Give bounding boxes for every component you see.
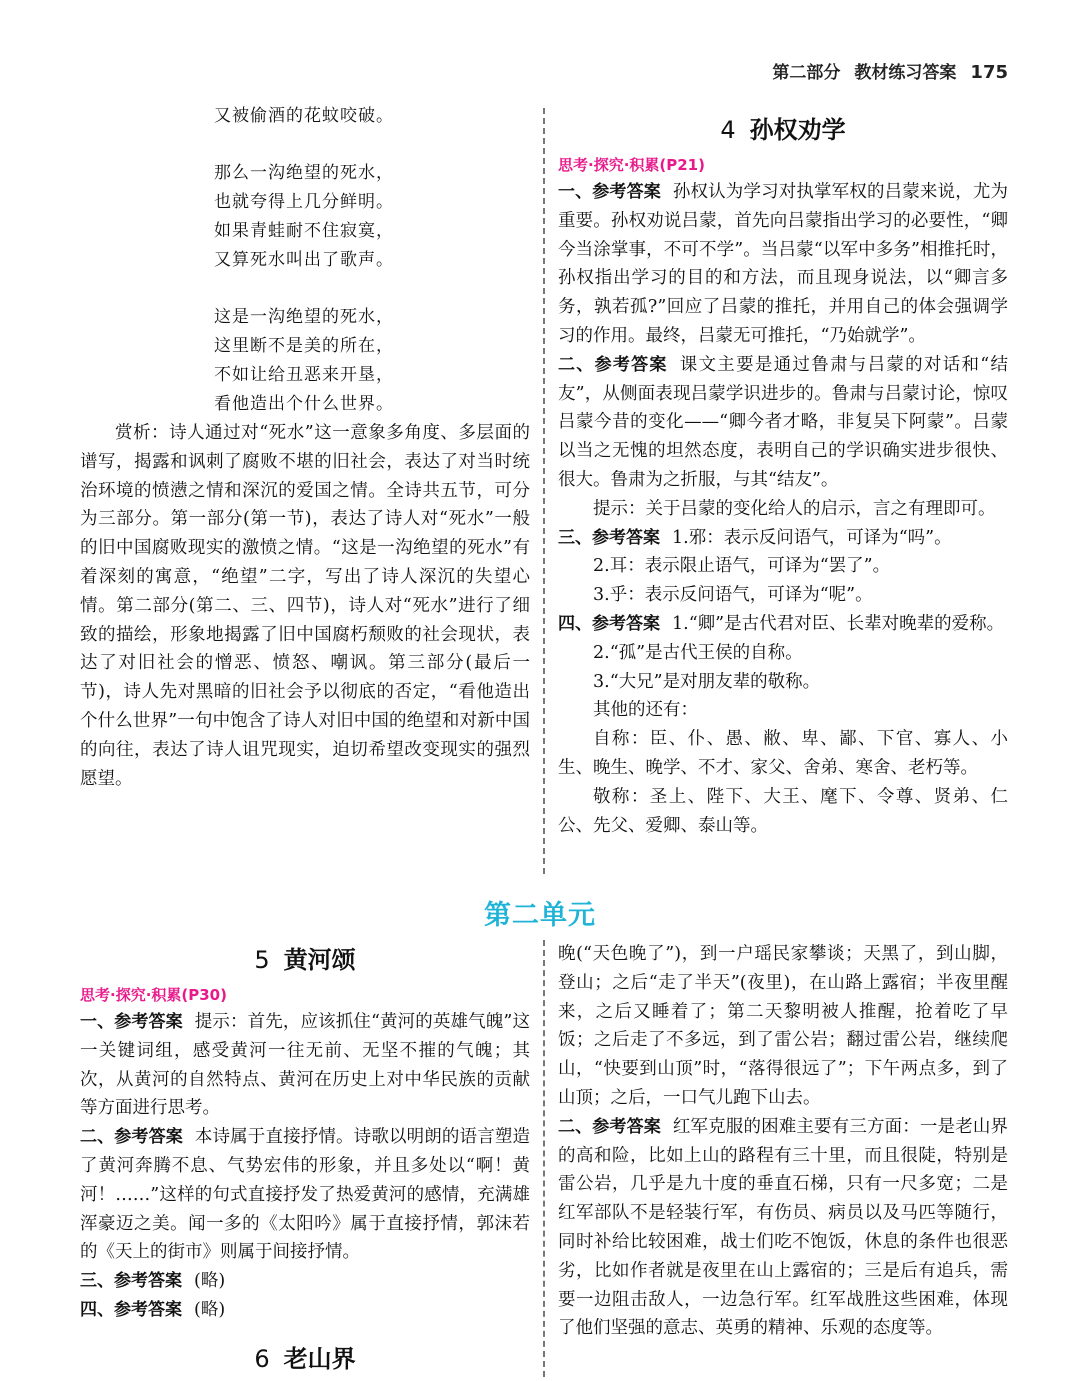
list-item: 2.“孤”是古代王侯的自称。	[593, 642, 803, 663]
list-item: 3.“大兄”是对朋友辈的敬称。	[593, 671, 821, 692]
lesson5-title-text: 黄河颂	[283, 946, 356, 974]
poem-stanza	[214, 303, 530, 419]
lesson5-answer-3	[80, 1267, 530, 1296]
answer-text: 1.“卿”是古代君对臣、长辈对晚辈的爱称。	[672, 613, 1005, 634]
poem-stanza	[214, 159, 530, 275]
answer-text: 课文主要是通过鲁肃与吕蒙的对话和“结友”，从侧面表现吕蒙学识进步的。鲁肃与吕蒙讨论，惊叹吕蒙今昔的变化——“卿今者才略，非复吴下阿蒙”。吕蒙以当之无愧的坦然态度，表明自己的学识确实进步很快、很大。鲁肃为之折服，与其“结友”。	[558, 354, 1009, 490]
lesson4-title-text: 孙权劝学	[749, 116, 846, 144]
column-divider-bottom	[543, 940, 545, 1377]
poem-line: 又被偷酒的花蚊咬破。	[214, 106, 394, 126]
answer-label: 一、参考答案	[80, 1012, 183, 1032]
lesson5-answer-2	[80, 1123, 530, 1267]
poem-line: 也就夸得上几分鲜明。	[214, 192, 394, 212]
poem-line: 这里断不是美的所在，	[214, 336, 394, 356]
answer-label: 三、参考答案	[80, 1271, 182, 1292]
lesson6-title	[80, 1339, 530, 1379]
poem-stanza	[214, 102, 530, 131]
lesson5-answer-4	[80, 1296, 530, 1325]
answer-text: 孙权认为学习对执掌军权的吕蒙来说，尤为重要。孙权劝说吕蒙，首先向吕蒙指出学习的必要性，“卿今当涂掌事，不可不学”。当吕蒙“以军中多务”相推托时，孙权指出学习的目的和方法，而且现身说法，以“卿言多务，孰若孤?”回应了吕蒙的推托，并用自己的体会强调学习的作用。最终，吕蒙无可推托，“乃始就学”。	[558, 182, 1008, 346]
page-header	[772, 58, 1008, 83]
list-item: 3.乎：表示反问语气，可译为“呢”。	[593, 585, 873, 606]
lesson5-number: 5	[254, 946, 270, 974]
lesson5-title	[80, 940, 530, 980]
lesson5-section-tag: 思考·探究·积累(P30)	[80, 986, 227, 1004]
lesson6-number: 6	[254, 1344, 270, 1373]
answer-text: 红军克服的困难主要有三方面：一是老山界的高和险，比如上山的路程有三十里，而且很陡，特别是雷公岩，几乎是九十度的垂直石梯，只有一尺多宽；二是红军部队不是轻装行军，有伤员、病员以及马匹等随行，同时补给比较困难，战士们吃不饱饭，休息的条件也很恶劣，比如作者就是夜里在山上露宿的；三是后有追兵，需要一边阻击敌人，一边急行军。红军战胜这些困难，体现了他们坚强的意志、英勇的精神、乐观的态度等。	[558, 1116, 1008, 1339]
poem	[80, 102, 530, 419]
poem-line: 如果青蛙耐不住寂寞，	[214, 221, 394, 241]
poem-line: 这是一沟绝望的死水，	[214, 307, 394, 327]
lesson6-column	[558, 940, 1008, 1343]
lesson6-title-text: 老山界	[283, 1344, 356, 1373]
list-item: 其他的还有：	[593, 700, 698, 721]
lesson6-answer-2	[558, 1113, 1008, 1343]
lesson4-hint: 提示：关于吕蒙的变化给人的启示，言之有理即可。	[593, 498, 996, 519]
lesson4-column	[558, 110, 1008, 840]
lesson5-answer-1	[80, 1008, 530, 1123]
column-divider-top	[543, 108, 545, 874]
lesson4-answer-4	[558, 610, 1008, 639]
answer-text: 本诗属于直接抒情。诗歌以明朗的语言塑造了黄河奔腾不息、气势宏伟的形象，并且多处以“啊！黄河！……”这样的句式直接抒发了热爱黄河的感情，充满雄浑豪迈之美。闻一多的《太阳吟》属于直接抒情，郭沫若的《天上的街市》则属于间接抒情。	[80, 1127, 530, 1263]
lesson5-column	[80, 940, 530, 1381]
answer-text: 提示：首先，应该抓住“黄河的英雄气魄”这一关键词组，感受黄河一往无前、无坚不摧的气魄；其次，从黄河的自然特点、黄河在历史上对中华民族的贡献等方面进行思考。	[80, 1012, 530, 1119]
poem-line: 那么一沟绝望的死水，	[214, 163, 394, 183]
answer-label: 四、参考答案	[558, 613, 660, 634]
poem-line: 又算死水叫出了歌声。	[214, 250, 394, 270]
lesson4-title	[558, 110, 1008, 150]
list-item: 2.耳：表示限止语气，可译为“罢了”。	[593, 556, 891, 577]
lesson4-answer-2	[558, 351, 1008, 495]
humble-terms: 自称：臣、仆、愚、敝、卑、鄙、下官、寡人、小生、晚生、晚学、不才、家父、舍弟、寒舍、老朽等。	[558, 729, 1008, 778]
respect-terms: 敬称：圣上、陛下、大王、麾下、令尊、贤弟、仁公、先父、爱卿、泰山等。	[558, 786, 1008, 836]
lesson6-continued-text: 晚(“天色晚了”)，到一户瑶民家攀谈；天黑了，到山脚，登山；之后“走了半天”(夜里)，在山路上露宿；半夜里醒来，之后又睡着了；第二天黎明被人推醒，抢着吃了早饭；之后走了不多远，到了雷公岩；翻过雷公岩，继续爬山，“快要到山顶”时，“落得很远了”；下午两点多，到了山顶；之后，一口气儿跑下山去。	[558, 944, 1008, 1108]
poem-column	[80, 102, 530, 793]
answer-text: 1.邪：表示反问语气，可译为“吗”。	[672, 527, 952, 548]
answer-label: 二、参考答案	[80, 1127, 183, 1148]
header-section: 第二部分	[772, 63, 841, 83]
answer-text: (略)	[194, 1299, 226, 1320]
appreciation-paragraph: 赏析：诗人通过对“死水”这一意象多角度、多层面的谱写，揭露和讽刺了腐败不堪的旧社会，表达了对当时统治环境的愤懑之情和深沉的爱国之情。全诗共五节，可分为三部分。第一部分(第一节)，表达了诗人对“死水”一般的旧中国腐败现实的激愤之情。“这是一沟绝望的死水”有着深刻的寓意，“绝望”二字，写出了诗人深沉的失望心情。第二部分(第二、三、四节)，诗人对“死水”进行了细致的描绘，形象地揭露了旧中国腐朽颓败的社会现状，表达了对旧社会的憎恶、愤怒、嘲讽。第三部分(最后一节)，诗人先对黑暗的旧社会予以彻底的否定，“看他造出个什么世界”一句中饱含了诗人对旧中国的绝望和对新中国的向往，表达了诗人诅咒现实，迫切希望改变现实的强烈愿望。	[80, 423, 530, 789]
answer-label: 二、参考答案	[558, 1116, 661, 1137]
answer-text: (略)	[194, 1271, 226, 1292]
answer-label: 三、参考答案	[558, 527, 660, 548]
answer-label: 二、参考答案	[558, 354, 668, 375]
answer-label: 一、参考答案	[558, 182, 661, 202]
lesson4-answer-3	[558, 524, 1008, 553]
poem-line: 看他造出个什么世界。	[214, 394, 394, 414]
unit-title: 第二单元	[484, 900, 596, 931]
header-title: 教材练习答案	[854, 63, 957, 83]
poem-line: 不如让给丑恶来开垦，	[214, 365, 394, 385]
lesson4-section-tag: 思考·探究·积累(P21)	[558, 156, 705, 174]
lesson4-number: 4	[720, 116, 736, 144]
answer-label: 四、参考答案	[80, 1299, 182, 1320]
lesson4-answer-1	[558, 178, 1008, 351]
page-number: 175	[970, 62, 1008, 83]
